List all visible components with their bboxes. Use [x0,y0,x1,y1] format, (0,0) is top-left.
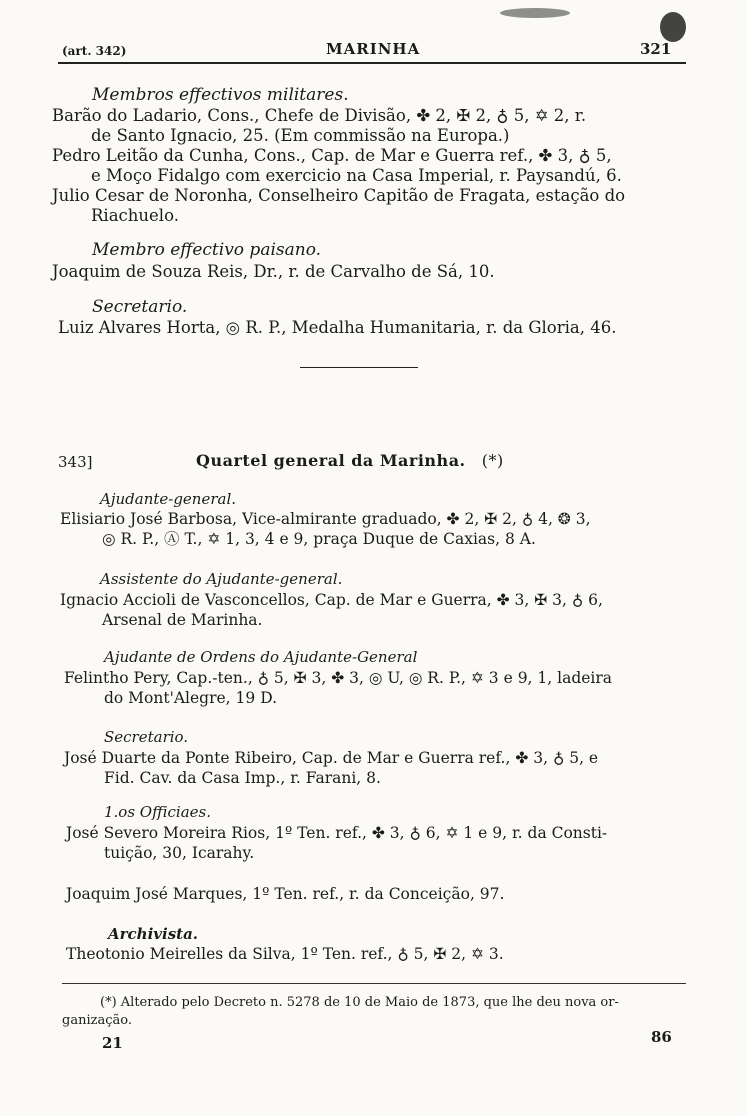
footnote-marker: (*) [481,451,504,470]
block-heading: Ajudante de Ordens do Ajudante-General [104,648,418,666]
header-page-number: 321 [640,40,672,58]
ink-blot-decoration [660,12,686,42]
block-heading: Archivista. [108,925,199,943]
entry-line: do Mont'Alegre, 19 D. [104,689,277,707]
entry-line: Theotonio Meirelles da Silva, 1º Ten. ref., ♁ 5, ✠ 2, ✡ 3. [66,945,504,963]
block-heading: Membro effectivo paisano. [92,240,322,260]
entry-line: Ignacio Accioli de Vasconcellos, Cap. de Mar e Guerra, ✤ 3, ✠ 3, ♁ 6, [60,591,603,609]
block-heading: Ajudante-general. [100,490,237,508]
header-article-ref: (art. 342) [62,44,127,58]
entry-line: Elisiario José Barbosa, Vice-almirante graduado, ✤ 2, ✠ 2, ♁ 4, ❂ 3, [60,510,591,528]
entry-line: e Moço Fidalgo com exercicio na Casa Imperial, r. Paysandú, 6. [91,166,622,185]
entry-line: Luiz Alvares Horta, ◎ R. P., Medalha Humanitaria, r. da Gloria, 46. [58,318,617,337]
entry-line: Pedro Leitão da Cunha, Cons., Cap. de Mar e Guerra ref., ✤ 3, ♁ 5, [52,146,612,165]
entry-line: Joaquim de Souza Reis, Dr., r. de Carvalho de Sá, 10. [52,262,495,281]
entry-line: de Santo Ignacio, 25. (Em commissão na Europa.) [91,126,510,145]
entry-line: ◎ R. P., Ⓐ T., ✡ 1, 3, 4 e 9, praça Duque de Caxias, 8 A. [102,530,536,548]
footer-signature-number: 21 [102,1034,123,1052]
entry-line: Arsenal de Marinha. [102,611,263,629]
footnote-line: ganização. [62,1013,132,1028]
block-heading: 1.os Officiaes. [104,803,212,821]
entry-line: Barão do Ladario, Cons., Chefe de Divisão, ✤ 2, ✠ 2, ♁ 5, ✡ 2, r. [52,106,587,125]
section-number: 343] [58,453,93,471]
entry-line: Riachuelo. [91,206,179,225]
ink-blot-decoration [500,8,570,18]
section-separator [300,367,418,368]
footnote-line: (*) Alterado pelo Decreto n. 5278 de 10 de Maio de 1873, que lhe deu nova or- [100,995,619,1010]
section-title [196,451,504,470]
entry-line: Joaquim José Marques, 1º Ten. ref., r. da Conceição, 97. [66,885,505,903]
section-title-text: Quartel general da Marinha. [196,451,466,470]
block-heading: Membros effectivos militares. [92,85,349,105]
block-heading: Assistente do Ajudante-general. [100,570,343,588]
entry-line: José Severo Moreira Rios, 1º Ten. ref., ✤ 3, ♁ 6, ✡ 1 e 9, r. da Consti- [66,824,608,842]
entry-line: Fid. Cav. da Casa Imp., r. Farani, 8. [104,769,381,787]
header-title: MARINHA [326,40,421,58]
footnote-rule [62,983,686,984]
footer-sheet-number: 86 [651,1028,672,1046]
entry-line: Julio Cesar de Noronha, Conselheiro Capitão de Fragata, estação do [52,186,626,205]
header-rule [58,62,686,64]
entry-line: tuição, 30, Icarahy. [104,844,255,862]
block-heading: Secretario. [104,728,189,746]
entry-line: Felintho Pery, Cap.-ten., ♁ 5, ✠ 3, ✤ 3, ◎ U, ◎ R. P., ✡ 3 e 9, 1, ladeira [64,669,613,687]
block-heading: Secretario. [92,297,188,317]
entry-line: José Duarte da Ponte Ribeiro, Cap. de Mar e Guerra ref., ✤ 3, ♁ 5, e [64,749,599,767]
